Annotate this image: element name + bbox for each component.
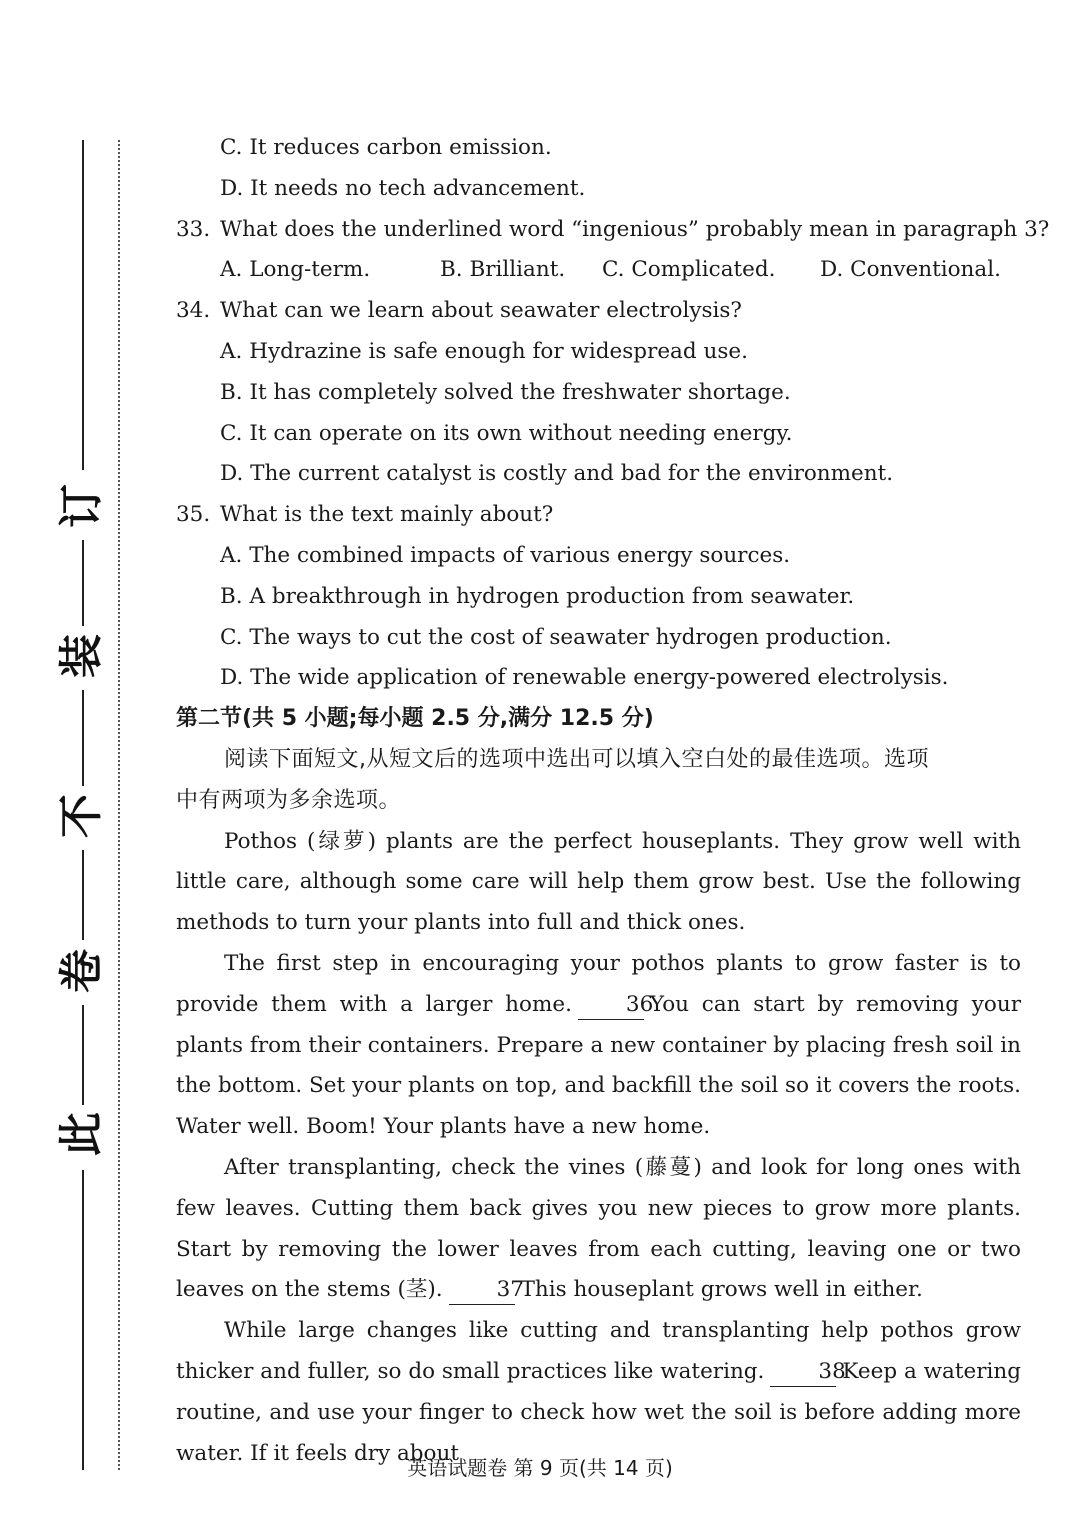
binding-char-ding: 订: [56, 484, 107, 528]
binding-line-segment: [82, 1005, 84, 1105]
q32-option-d: D. It needs no tech advancement.: [220, 175, 586, 201]
q33-option-c: C. Complicated.: [602, 257, 776, 283]
q34-option-a: A. Hydrazine is safe enough for widespread use.: [220, 338, 748, 364]
q35-number: 35.: [176, 502, 211, 528]
page-footer: 英语试题卷 第 9 页(共 14 页): [407, 1456, 673, 1480]
blank-38: 38: [770, 1358, 836, 1387]
q34-option-b: B. It has completely solved the freshwater shortage.: [220, 379, 791, 405]
binding-line-segment: [82, 690, 84, 786]
binding-dotted-line: [118, 140, 120, 1470]
binding-margin: [0, 0, 130, 1527]
binding-char-zhuang: 装: [56, 634, 107, 678]
binding-char-bu: 不: [56, 794, 107, 838]
q34-stem: [176, 291, 1021, 332]
q34-number: 34.: [176, 298, 211, 324]
q35-stem-text: What is the text mainly about?: [220, 502, 554, 528]
blank-36: 36: [578, 991, 644, 1020]
q35-option-b: B. A breakthrough in hydrogen production from seawater.: [220, 583, 855, 609]
q33-option-a: A. Long-term.: [220, 257, 371, 283]
q33-options: [176, 250, 1021, 291]
binding-char-ci: 此: [56, 1112, 107, 1156]
q34-stem-text: What can we learn about seawater electrolysis?: [220, 298, 742, 324]
binding-line-segment: [82, 540, 84, 626]
q33-option-d: D. Conventional.: [820, 257, 1001, 283]
blank-37: 37: [449, 1276, 515, 1305]
section2-heading: 第二节(共 5 小题;每小题 2.5 分,满分 12.5 分): [176, 706, 654, 732]
q34-option-d: D. The current catalyst is costly and bad for the environment.: [220, 461, 894, 487]
q33-number: 33.: [176, 216, 211, 242]
q35-stem: [176, 495, 1021, 536]
q33-stem-text: What does the underlined word “ingenious” probably mean in paragraph 3?: [220, 216, 1050, 242]
passage-paragraph-3: After transplanting, check the vines (藤蔓) and look for long ones with few leaves. Cutting them back gives you new pieces to grow more plants. Start by removing the lower leaves from each cutting, leaving one or two leaves on the stems (茎). 37This houseplant grows well in either.: [176, 1148, 1021, 1311]
q35-option-a: A. The combined impacts of various energy sources.: [220, 542, 791, 568]
exam-content: [176, 128, 1050, 1474]
q35-option-c: C. The ways to cut the cost of seawater hydrogen production.: [220, 624, 892, 650]
q33-stem: [176, 210, 1050, 251]
passage-paragraph-2: The first step in encouraging your pothos plants to grow faster is to provide them with a larger home. 36You can start by removing your plants from their containers. Prepare a new container by placing fresh soil in the bottom. Set your plants on top, and backfill the soil so it covers the roots. Water well. Boom! Your plants have a new home.: [176, 950, 1021, 1140]
binding-line-segment: [82, 1170, 84, 1470]
q32-option-c: C. It reduces carbon emission.: [220, 135, 552, 160]
binding-char-juan: 卷: [56, 949, 107, 993]
passage-paragraph-4: While large changes like cutting and transplanting help pothos grow thicker and fuller, so do small practices like watering. 38Keep a watering routine, and use your finger to check how wet the soil is before adding more water. If it feels dry about: [176, 1318, 1021, 1466]
q35-option-d: D. The wide application of renewable energy-powered electrolysis.: [220, 665, 949, 691]
section2-instruction-line2: 中有两项为多余选项。: [176, 787, 402, 813]
q34-option-c: C. It can operate on its own without needing energy.: [220, 420, 793, 446]
binding-line-segment: [82, 850, 84, 940]
binding-line-segment: [82, 140, 84, 470]
q33-option-b: B. Brilliant.: [440, 257, 566, 283]
section2-instruction-line1: 阅读下面短文,从短文后的选项中选出可以填入空白处的最佳选项。选项: [224, 746, 929, 772]
passage-paragraph-1: Pothos (绿萝) plants are the perfect houseplants. They grow well with little care, although some care will help them grow best. Use the following methods to turn your plants into full and thick ones.: [176, 828, 1021, 936]
